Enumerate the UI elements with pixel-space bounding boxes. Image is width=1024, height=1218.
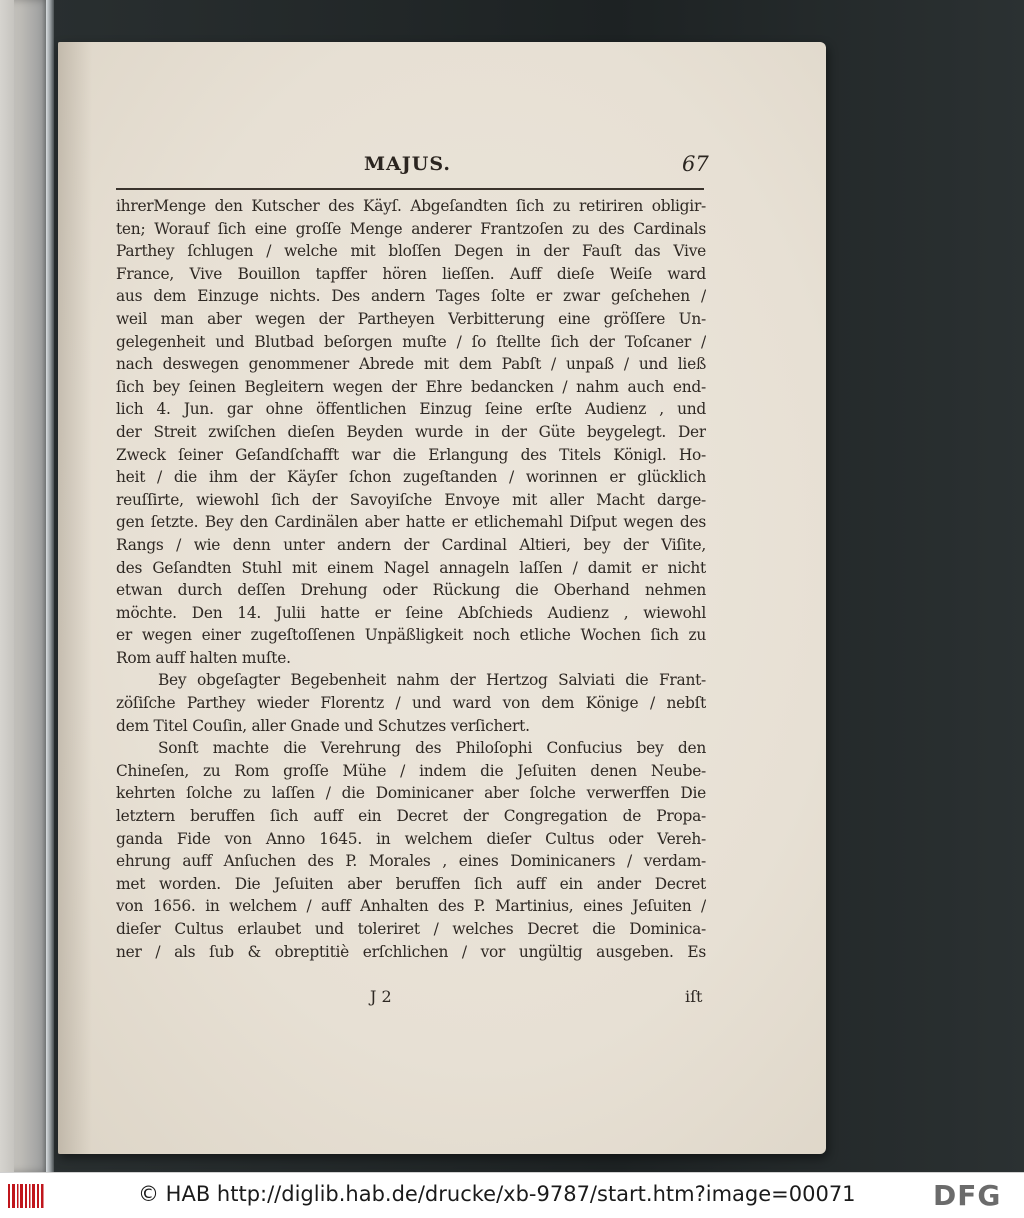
text-line: ten; Worauf ſich eine groſſe Menge anderer Frantzoſen zu des Cardinals: [116, 219, 706, 238]
text-line: letztern beruffen ſich auff ein Decret der Congregation de Propa-: [116, 807, 706, 826]
body-text: [116, 195, 706, 963]
text-line: met worden. Die Jeſuiten aber beruffen ſich auff ein ander Decret: [116, 874, 706, 893]
binding-shadow: [46, 0, 54, 1172]
text-line: kehrten ſolche zu laſſen / die Dominicaner aber ſolche verwerffen Die: [116, 784, 706, 803]
text-line: ner / als ſub & obreptitiè erſchlichen / vor ungültig ausgeben. Es: [116, 942, 706, 961]
hab-barcode-logo-icon: [6, 1181, 46, 1211]
book-page: [58, 42, 826, 1154]
page-number: 67: [682, 152, 709, 176]
text-line: er wegen einer zugeſtoſſenen Unpäßligkeit noch etliche Wochen ſich zu: [116, 626, 706, 645]
dfg-logo: DFG: [933, 1179, 1002, 1212]
footer-bar: [0, 1172, 1024, 1218]
text-line: etwan durch deſſen Drehung oder Rückung die Oberhand nehmen: [116, 581, 706, 600]
text-line: dem Titel Couſin, aller Gnade und Schutzes verſichert.: [116, 716, 530, 735]
text-line: ſich bey ſeinen Begleitern wegen der Ehre bedancken / nahm auch end-: [116, 377, 706, 396]
text-line: aus dem Einzuge nichts. Des andern Tages ſolte er zwar geſchehen /: [116, 287, 706, 306]
text-line: möchte. Den 14. Julii hatte er ſeine Abſchieds Audienz , wiewohl: [116, 603, 706, 622]
text-line: zöſiſche Parthey wieder Florentz / und ward von dem Könige / nebſt: [116, 694, 706, 713]
text-line: reuſſirte, wiewohl ſich der Savoyiſche Envoye mit aller Macht darge-: [116, 490, 706, 509]
catchword: iſt: [685, 987, 703, 1006]
text-line: Rom auff halten muſte.: [116, 648, 291, 667]
text-line: der Streit zwiſchen dieſen Beyden wurde in der Güte beygelegt. Der: [116, 422, 706, 441]
copyright-link[interactable]: © HAB http://diglib.hab.de/drucke/xb-9787/start.htm?image=00071: [138, 1182, 856, 1206]
paragraph-start: Sonſt machte die Verehrung des Philoſophi Confucius bey den: [158, 739, 706, 758]
text-line: gen ſetzte. Bey den Cardinälen aber hatte er etlichemahl Diſput wegen des: [116, 513, 706, 532]
text-line: nach deswegen genommener Abrede mit dem Pabſt / unpaß / und ließ: [116, 355, 706, 374]
text-line: Chineſen, zu Rom groſſe Mühe / indem die Jeſuiten denen Neube-: [116, 761, 706, 780]
text-line: Zweck ſeiner Geſandſchafft war die Erlangung des Titels Königl. Ho-: [116, 445, 706, 464]
paragraph-start: Bey obgeſagter Begebenheit nahm der Hertzog Salviati die Frant-: [158, 671, 706, 690]
text-line: gelegenheit und Blutbad beſorgen muſte / ſo ſtellte ſich der Toſcaner /: [116, 332, 706, 351]
text-line: lich 4. Jun. gar ohne öffentlichen Einzug ſeine erſte Audienz , und: [116, 400, 706, 419]
text-line: Parthey ſchlugen / welche mit bloſſen Degen in der Fauſt das Vive: [116, 242, 706, 261]
text-line: France, Vive Bouillon tapffer hören lieſſen. Auff dieſe Weiſe ward: [116, 264, 706, 283]
text-line: weil man aber wegen der Partheyen Verbitterung eine gröſſere Un-: [116, 309, 706, 328]
text-line: von 1656. in welchem / auff Anhalten des P. Martinius, eines Jeſuiten /: [116, 897, 706, 916]
header-rule: [116, 188, 704, 190]
text-line: Rangs / wie denn unter andern der Cardinal Altieri, bey der Viſite,: [116, 535, 706, 554]
text-line: heit / die ihm der Käyſer ſchon zugeſtanden / worinnen er glücklich: [116, 468, 706, 487]
signature-mark: J 2: [370, 987, 392, 1006]
running-title: MAJUS.: [364, 153, 451, 175]
text-line: ihrerMenge den Kutscher des Käyſ. Abgeſandten ſich zu retiriren obligir-: [116, 197, 706, 215]
text-line: ganda Fide von Anno 1645. in welchem dieſer Cultus oder Vereh-: [116, 829, 706, 848]
text-line: ehrung auff Anſuchen des P. Morales , eines Dominicaners / verdam-: [116, 852, 706, 871]
text-line: des Geſandten Stuhl mit einem Nagel annageln laſſen / damit er nicht: [116, 558, 706, 577]
text-line: dieſer Cultus erlaubet und toleriret / welches Decret die Dominica-: [116, 920, 706, 938]
